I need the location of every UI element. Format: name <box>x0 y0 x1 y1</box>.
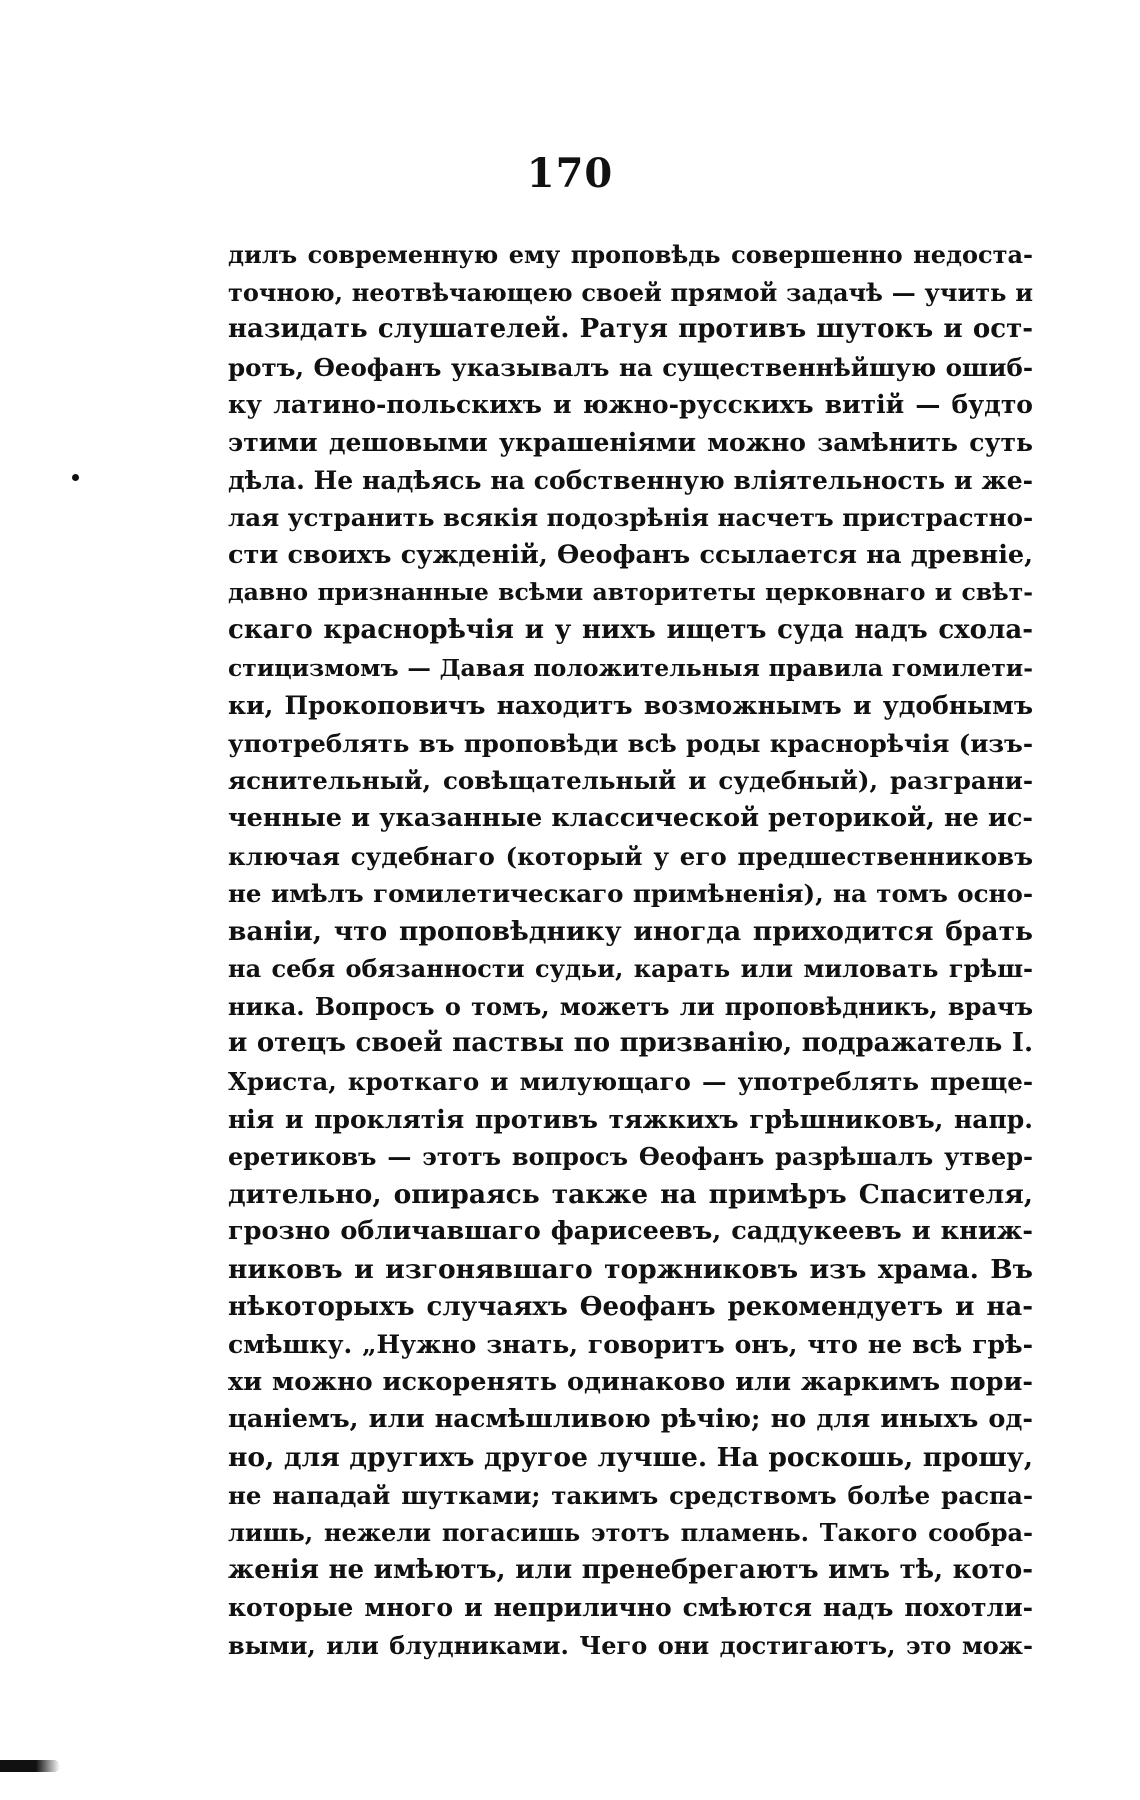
text-line: точною, неотвѣчающею своей прямой задачѣ — учить и <box>228 277 1033 307</box>
text-line: но, для другихъ другое лучше. На роскошь, прошу, <box>228 1442 1033 1473</box>
text-line: скаго краснорѣчія и у нихъ ищетъ суда надъ схола- <box>228 614 1033 645</box>
text-line: на себя обязанности судьи, карать или миловать грѣш- <box>228 954 1033 984</box>
text-line: ротъ, Ѳеофанъ указывалъ на существеннѣйшую ошиб- <box>228 352 1033 382</box>
text-line: давно признанные всѣми авторитеты церковнаго и свѣт- <box>228 578 1033 607</box>
text-line: лая устранить всякія подозрѣнія насчетъ пристрастно- <box>228 503 1033 533</box>
text-line: Христа, кроткаго и милующаго — употреблять преще- <box>228 1067 1033 1097</box>
text-line: сти своихъ сужденій, Ѳеофанъ ссылается на древніе, <box>228 539 1033 570</box>
text-line: никовъ и изгонявшаго торжниковъ изъ храма. Въ <box>228 1254 1033 1286</box>
text-line: стицизмомъ — Давая положительныя правила гомилети- <box>228 653 1033 682</box>
text-line: ваніи, что проповѣднику иногда приходится брать <box>228 915 1033 947</box>
text-line: выми, или блудниками. Чего они достигаютъ, это мож- <box>228 1630 1033 1660</box>
text-line: нѣкоторыхъ случаяхъ Ѳеофанъ рекомендуетъ и на- <box>228 1291 1033 1322</box>
text-line: этими дешовыми украшеніями можно замѣнить суть <box>228 427 1033 457</box>
text-line: не нападай шутками; такимъ средствомъ болѣе распа- <box>228 1480 1033 1510</box>
text-line: которые много и неприлично смѣются надъ похотли- <box>228 1593 1033 1623</box>
text-line: еретиковъ — этотъ вопросъ Ѳеофанъ разрѣшалъ утвер- <box>228 1142 1033 1172</box>
text-line: ника. Вопросъ о томъ, можетъ ли проповѣдникъ, врачъ <box>228 991 1033 1021</box>
text-line: дилъ современную ему проповѣдь совершенно недоста- <box>228 240 1033 269</box>
text-line: хи можно искоренять одинаково или жаркимъ пори- <box>228 1366 1033 1397</box>
text-line: ченные и указанные классической реторикой, не ис- <box>228 802 1033 833</box>
text-line: женія не имѣютъ, или пренебрегаютъ имъ тѣ, кото- <box>228 1554 1033 1585</box>
text-line: ки, Прокоповичъ находитъ возможнымъ и удобнымъ <box>228 691 1033 721</box>
page-edge-mark <box>0 1760 60 1772</box>
text-line: назидать слушателей. Ратуя противъ шутокъ и ост- <box>228 314 1033 345</box>
text-line: грозно обличавшаго фарисеевъ, саддукеевъ и книж- <box>228 1216 1033 1247</box>
text-line: ку латино-польскихъ и южно-русскихъ витій — будто <box>228 390 1033 420</box>
text-line: лишь, нежели погасишь этотъ пламень. Такого сообра- <box>228 1518 1033 1548</box>
body-text <box>228 236 1033 1665</box>
text-line: яснительный, совѣщательный и судебный), разграни- <box>228 766 1033 796</box>
text-line: и отецъ своей паствы по призванію, подражатель І. <box>228 1028 1033 1059</box>
text-line: нія и проклятія противъ тяжкихъ грѣшниковъ, напр. <box>228 1104 1033 1134</box>
text-line: дѣла. Не надѣясь на собственную вліятельность и же- <box>228 465 1033 495</box>
page-number: 170 <box>526 150 614 197</box>
text-line: цаніемъ, или насмѣшливою рѣчію; но для иныхъ од- <box>228 1404 1033 1435</box>
text-line: ключая судебнаго (который у его предшественниковъ <box>228 841 1033 871</box>
text-line: не имѣлъ гомилетическаго примѣненія), на томъ осно- <box>228 879 1033 909</box>
text-line: употреблять въ проповѣди всѣ роды краснорѣчія (изъ- <box>228 728 1033 758</box>
margin-dot <box>72 474 79 481</box>
text-line: смѣшку. „Нужно знать, говоритъ онъ, что не всѣ грѣ- <box>228 1330 1033 1360</box>
text-line: дительно, опираясь также на примѣръ Спасителя, <box>228 1178 1033 1210</box>
